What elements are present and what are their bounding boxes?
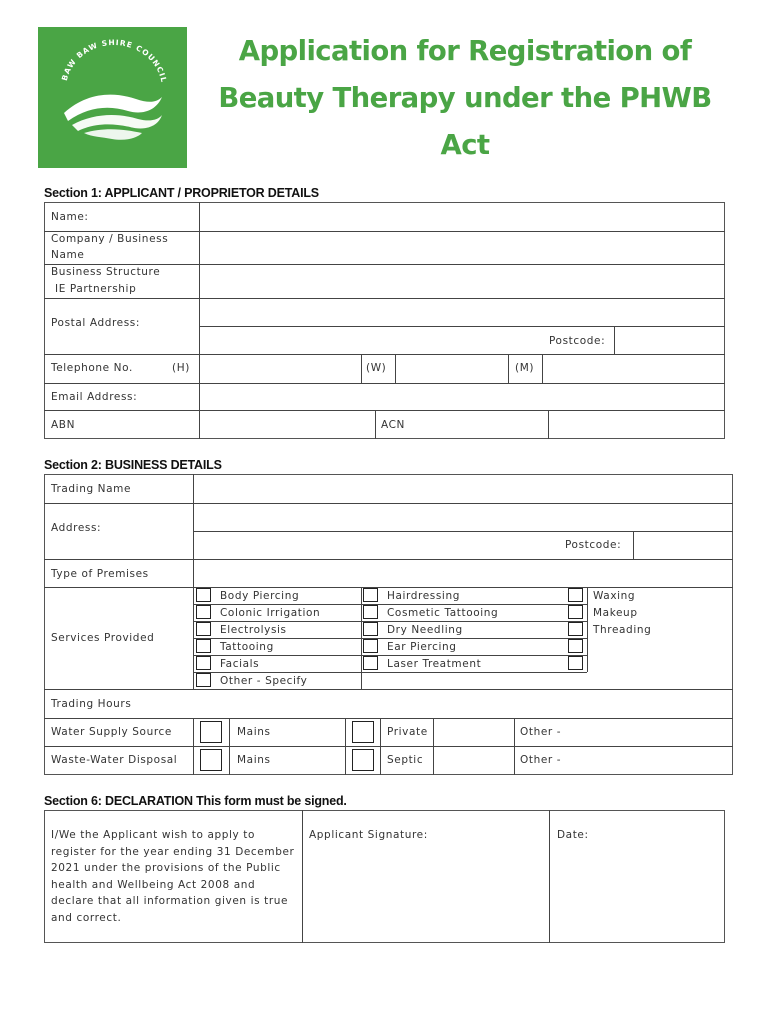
water-private-label: Private (387, 726, 428, 738)
waste-mains-label: Mains (237, 754, 271, 766)
company-label-2: Name (51, 249, 85, 261)
service-label: Waxing (593, 590, 636, 602)
postcode-label: Postcode: (549, 335, 606, 347)
abn-label: ABN (51, 419, 76, 431)
telephone-home-input[interactable] (200, 355, 361, 383)
service-label: Tattooing (220, 641, 274, 653)
email-input[interactable] (200, 384, 724, 410)
postcode-input[interactable] (615, 327, 724, 354)
facials-checkbox[interactable] (196, 656, 211, 670)
business-structure-input[interactable] (200, 265, 724, 298)
telephone-label: Telephone No. (51, 362, 133, 374)
business-address-label: Address: (51, 522, 102, 534)
hairdressing-checkbox[interactable] (363, 588, 378, 602)
cosmetic-tattooing-checkbox[interactable] (363, 605, 378, 619)
telephone-work-input[interactable] (396, 355, 508, 383)
section-1-heading: Section 1: APPLICANT / PROPRIETOR DETAILS (44, 186, 319, 200)
declaration-line: declare that all information given is true (51, 895, 289, 907)
service-label: Body Piercing (220, 590, 300, 602)
service-label: Makeup (593, 607, 638, 619)
water-mains-label: Mains (237, 726, 271, 738)
trading-hours-label: Trading Hours (51, 698, 132, 710)
telephone-m-label: (M) (515, 362, 535, 374)
acn-label: ACN (381, 419, 405, 431)
abn-input[interactable] (200, 411, 375, 438)
dry-needling-checkbox[interactable] (363, 622, 378, 636)
other-specify-input[interactable] (362, 673, 732, 689)
title-line-1: Application for Registration of (238, 35, 692, 67)
trading-name-label: Trading Name (51, 483, 132, 495)
name-label: Name: (51, 211, 89, 223)
service-label: Hairdressing (387, 590, 460, 602)
service-label: Cosmetic Tattooing (387, 607, 499, 619)
makeup-checkbox[interactable] (568, 605, 583, 619)
declaration-line: 2021 under the provisions of the Public (51, 862, 281, 874)
declaration-line: health and Wellbeing Act 2008 and (51, 878, 256, 891)
service-label: Electrolysis (220, 624, 287, 636)
waste-septic-label: Septic (387, 754, 424, 766)
trading-hours-input[interactable] (194, 690, 732, 718)
service-label: Dry Needling (387, 624, 463, 636)
structure-label-1: Business Structure (51, 266, 161, 278)
company-label-1: Company / Business (51, 233, 169, 245)
declaration-line: I/We the Applicant wish to apply to (51, 829, 256, 841)
logo-text: BAW BAW SHIRE COUNCIL (59, 37, 169, 84)
acn-input[interactable] (549, 411, 724, 438)
structure-label-2: IE Partnership (55, 283, 137, 295)
body-piercing-checkbox[interactable] (196, 588, 211, 602)
postal-address-label: Postal Address: (51, 317, 141, 329)
business-postcode-label: Postcode: (565, 539, 622, 551)
blank-checkbox-1[interactable] (568, 639, 583, 653)
declaration-line: and correct. (51, 911, 122, 924)
service-label: Facials (220, 658, 260, 670)
other-specify-checkbox[interactable] (196, 673, 211, 687)
telephone-mobile-input[interactable] (543, 355, 724, 383)
postal-address-input[interactable] (200, 299, 724, 326)
company-name-input[interactable] (200, 232, 724, 264)
business-address-input[interactable] (194, 504, 732, 531)
section-6-heading: Section 6: DECLARATION This form must be signed. (44, 794, 347, 808)
svg-text:BAW BAW SHIRE COUNCIL (60, 38, 169, 84)
tattooing-checkbox[interactable] (196, 639, 211, 653)
service-label: Threading (593, 624, 652, 636)
services-label: Services Provided (51, 632, 155, 644)
threading-checkbox[interactable] (568, 622, 583, 636)
colonic-irrigation-checkbox[interactable] (196, 605, 211, 619)
trading-name-input[interactable] (194, 475, 732, 503)
telephone-w-label: (W) (366, 362, 387, 374)
signature-label: Applicant Signature: (309, 829, 428, 841)
waste-septic-checkbox[interactable] (352, 749, 374, 771)
telephone-h-label: (H) (172, 362, 190, 374)
waste-water-label: Waste-Water Disposal (51, 754, 178, 766)
service-label: Ear Piercing (387, 641, 457, 653)
water-mains-checkbox[interactable] (200, 721, 222, 743)
water-supply-label: Water Supply Source (51, 726, 172, 738)
waxing-checkbox[interactable] (568, 588, 583, 602)
email-label: Email Address: (51, 391, 138, 403)
service-label: Laser Treatment (387, 658, 482, 670)
electrolysis-checkbox[interactable] (196, 622, 211, 636)
declaration-line: register for the year ending 31 December (51, 845, 295, 858)
ear-piercing-checkbox[interactable] (363, 639, 378, 653)
waste-mains-checkbox[interactable] (200, 749, 222, 771)
title-line-2: Beauty Therapy under the PHWB (218, 82, 712, 114)
water-other-label: Other - (520, 726, 562, 738)
premises-type-input[interactable] (194, 560, 732, 587)
section-2-heading: Section 2: BUSINESS DETAILS (44, 458, 222, 472)
service-label: Other - Specify (220, 675, 308, 687)
water-private-checkbox[interactable] (352, 721, 374, 743)
business-postcode-input[interactable] (634, 532, 732, 559)
declaration-text (51, 827, 294, 926)
page-title (190, 28, 740, 169)
council-logo-graphic (38, 27, 187, 168)
title-line-3: Act (440, 129, 490, 161)
council-logo (38, 27, 187, 168)
laser-treatment-checkbox[interactable] (363, 656, 378, 670)
waste-other-label: Other - (520, 754, 562, 766)
service-label: Colonic Irrigation (220, 607, 321, 619)
premises-label: Type of Premises (51, 568, 149, 580)
blank-checkbox-2[interactable] (568, 656, 583, 670)
date-label: Date: (557, 829, 589, 841)
name-input[interactable] (200, 203, 724, 231)
water-private-detail-input[interactable] (434, 719, 514, 746)
